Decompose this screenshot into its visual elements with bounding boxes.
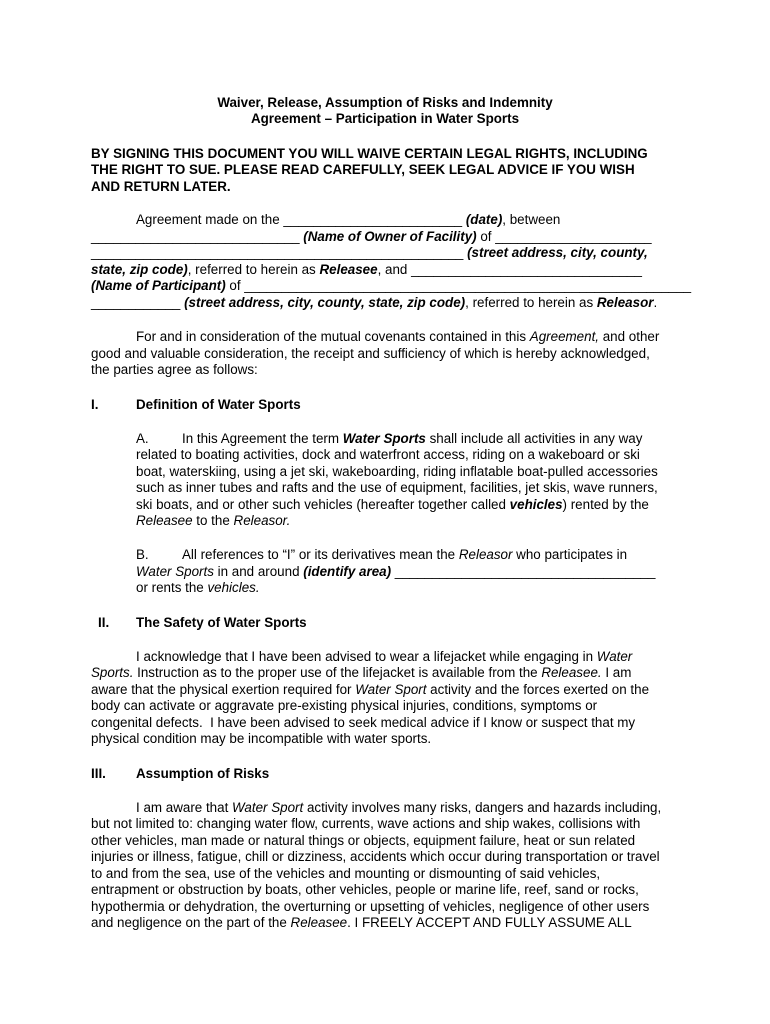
clause-a-line-3: boat, waterskiing, using a jet ski, wakeboarding, riding inflatable boat-pulled accessories	[136, 464, 658, 479]
warning-line-3: AND RETURN LATER.	[91, 179, 231, 194]
safety-line-2: Sports. Instruction as to the proper use of the lifejacket is available from the Releasee. I am	[91, 665, 632, 680]
risks-line-7: hypothermia or dehydration, the overturning or upsetting of vehicles, negligence of other users	[91, 899, 650, 914]
risks-line-5: to and from the sea, use of the vehicles and mounting or dismounting of said vehicles,	[91, 866, 601, 881]
clause-a-line-1: In this Agreement the term Water Sports shall include all activities in any way	[182, 431, 643, 446]
clause-b-line-3: or rents the vehicles.	[136, 580, 260, 595]
clause-a-line-6: Releasee to the Releasor.	[136, 513, 291, 528]
risks-line-6: entrapment or obstruction by boats, other vehicles, people or marine life, reef, sand or rocks,	[91, 882, 639, 897]
section-1-number: I.	[91, 397, 99, 412]
section-2-number: II.	[98, 615, 110, 630]
risks-line-1: I am aware that Water Sport activity involves many risks, dangers and hazards including,	[136, 800, 662, 815]
agreement-line-2: ____________________________ (Name of Owner of Facility) of _____________________	[91, 229, 652, 244]
risks-line-4: injuries or illness, fatigue, chill or dizziness, accidents which occur during transportation or travel	[91, 849, 660, 864]
section-3-number: III.	[91, 766, 106, 781]
agreement-line-6: ____________ (street address, city, county, state, zip code), referred to herein as Releasor.	[91, 295, 658, 310]
agreement-line-4: state, zip code), referred to herein as Releasee, and _______________________________	[91, 262, 642, 277]
agreement-line-5: (Name of Participant) of ____________________________________________________________	[91, 278, 692, 293]
agreement-line-3: __________________________________________________ (street address, city, county,	[91, 245, 648, 260]
clause-a-line-2: related to boating activities, dock and waterfront access, riding on a wakeboard or ski	[136, 447, 640, 462]
safety-line-4: body can activate or aggravate pre-existing physical injuries, conditions, symptoms or	[91, 698, 598, 713]
title-line-2: Agreement – Participation in Water Sports	[250, 111, 520, 126]
clause-a-label: A.	[136, 431, 149, 446]
clause-a-line-4: such as inner tubes and rafts and the use of equipment, facilities, jet skis, wave runners,	[136, 480, 658, 495]
clause-b-line-1: All references to “I” or its derivatives mean the Releasor who participates in	[182, 547, 628, 562]
clause-a-line-5: ski boats, and or other such vehicles (hereafter together called vehicles) rented by the	[136, 497, 649, 512]
agreement-line-1: Agreement made on the ________________________ (date), between	[136, 212, 561, 227]
section-3-heading: Assumption of Risks	[136, 766, 270, 781]
warning-line-1: BY SIGNING THIS DOCUMENT YOU WILL WAIVE CERTAIN LEGAL RIGHTS, INCLUDING	[91, 146, 648, 161]
warning-line-2: THE RIGHT TO SUE. PLEASE READ CAREFULLY, SEEK LEGAL ADVICE IF YOU WISH	[91, 162, 635, 177]
clause-b-line-2: Water Sports in and around (identify area) ___________________________________	[136, 564, 656, 579]
clause-b-label: B.	[136, 547, 149, 562]
risks-line-3: other vehicles, man made or natural things or objects, equipment failure, heat or sun related	[91, 833, 636, 848]
title-line-1: Waiver, Release, Assumption of Risks and Indemnity	[217, 95, 553, 110]
risks-line-2: but not limited to: changing water flow, currents, wave actions and ship wakes, collisions with	[91, 816, 641, 831]
section-1-heading: Definition of Water Sports	[136, 397, 301, 412]
safety-line-6: physical condition may be incompatible with water sports.	[91, 731, 432, 746]
safety-line-1: I acknowledge that I have been advised to wear a lifejacket while engaging in Water	[136, 649, 633, 664]
safety-line-5: congenital defects. I have been advised to seek medical advice if I know or suspect that my	[91, 715, 636, 730]
risks-line-8: and negligence on the part of the Releasee. I FREELY ACCEPT AND FULLY ASSUME ALL	[91, 915, 632, 930]
consideration-line-1: For and in consideration of the mutual covenants contained in this Agreement, and other	[136, 329, 660, 344]
consideration-line-2: good and valuable consideration, the receipt and sufficiency of which is hereby acknowledged,	[91, 346, 650, 361]
safety-line-3: aware that the physical exertion required for Water Sport activity and the forces exerted on the	[91, 682, 650, 697]
consideration-line-3: the parties agree as follows:	[91, 362, 258, 377]
section-2-heading: The Safety of Water Sports	[136, 615, 307, 630]
